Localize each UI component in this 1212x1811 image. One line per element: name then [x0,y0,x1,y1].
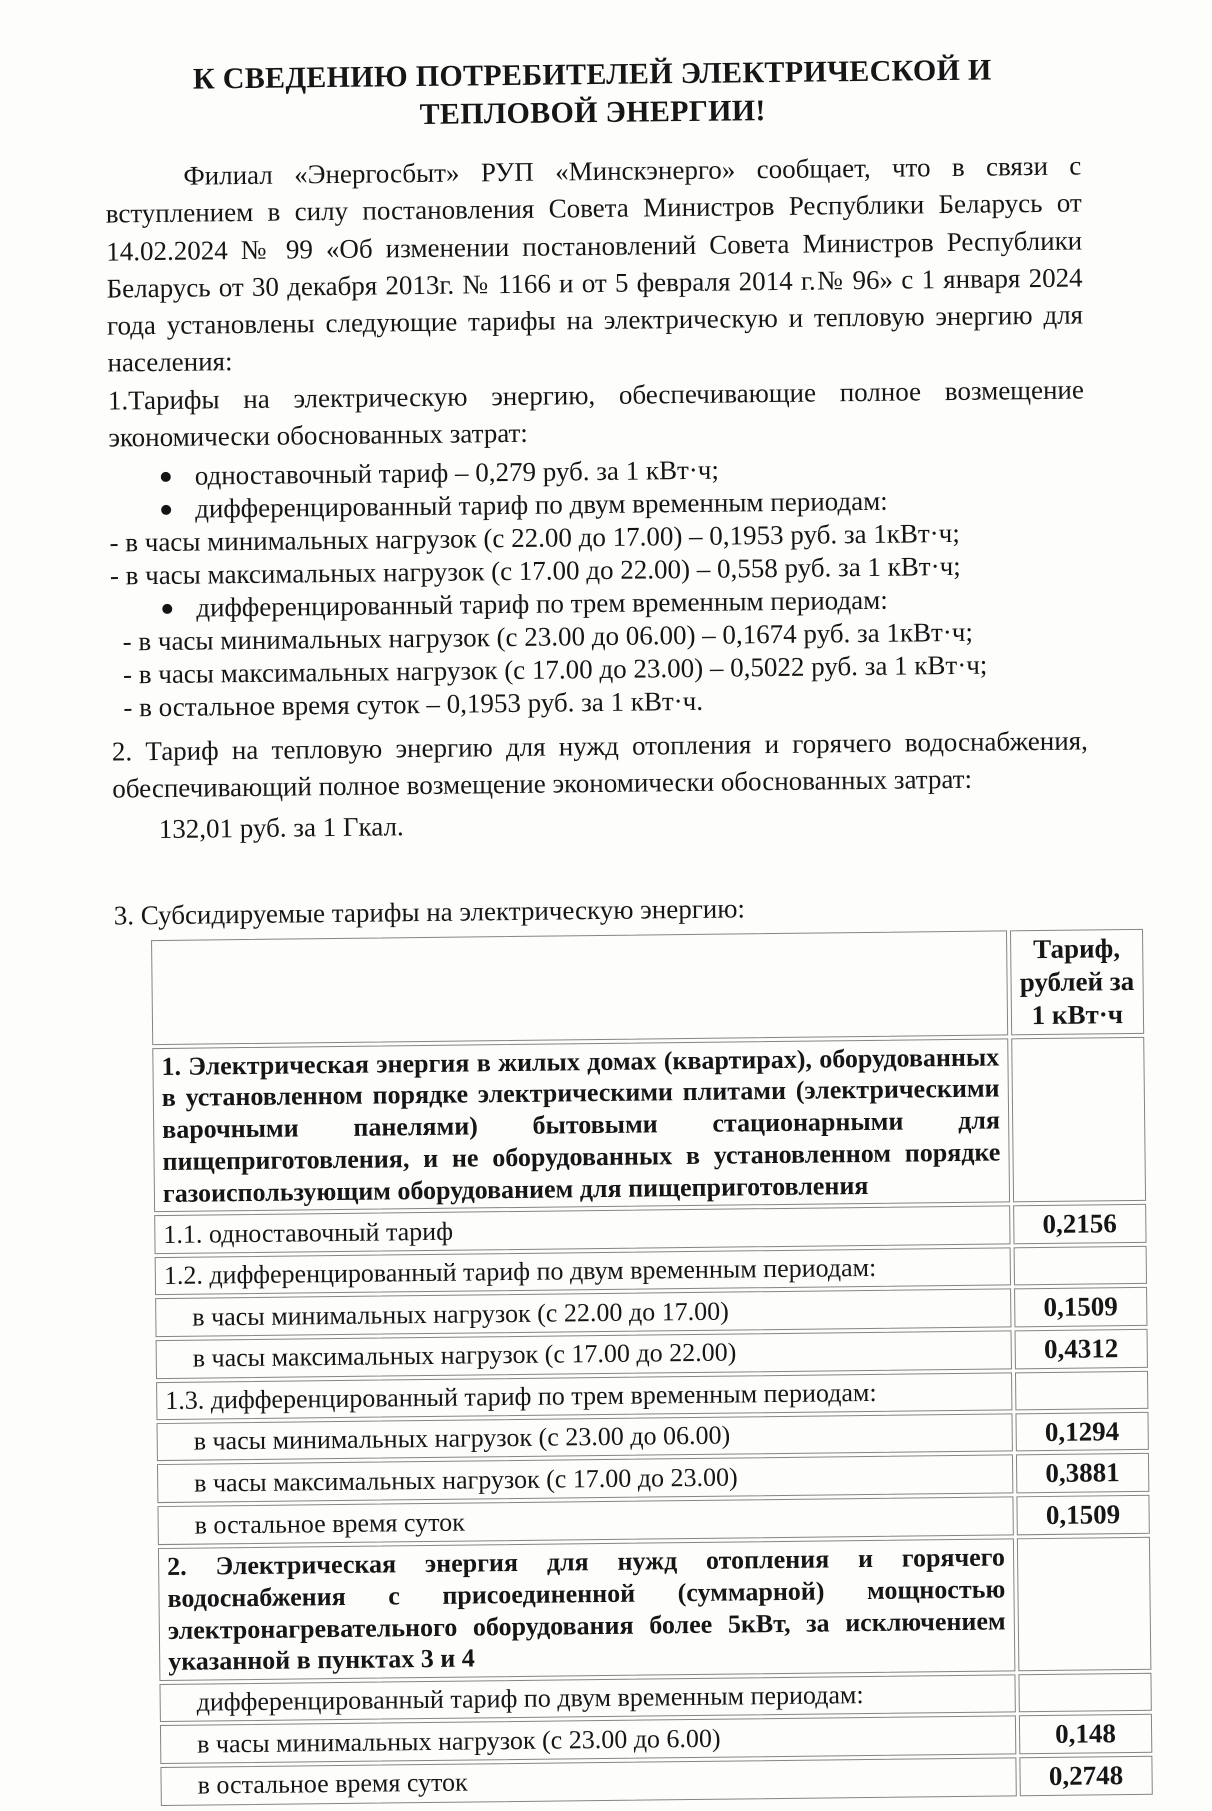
row-value: 0,148 [1019,1714,1153,1754]
row-value: 0,1294 [1015,1411,1149,1451]
row-value: 0,3881 [1016,1453,1150,1493]
row-value [1015,1371,1149,1410]
row-label: дифференцированный тариф по двум временным периодам: [159,1675,1015,1722]
row-label: в остальное время суток [157,1497,1013,1546]
table-header-row [151,929,1144,1045]
subsidized-tariffs-table [148,926,1156,1809]
row-value [1011,1037,1146,1203]
row-value: 0,1509 [1014,1287,1148,1327]
row-label: 1.2. дифференцированный тариф по двум временным периодам: [155,1248,1011,1295]
list-item-text: дифференцированный тариф по трем временным периодам: [196,584,888,623]
section1-heading: 1.Тарифы на электрическую энергию, обеспечивающие полное возмещение экономически обоснованных затрат: [107,373,1085,453]
row-label: 1. Электрическая энергия в жилых домах (квартирах), оборудованных в установленном порядке электрическими плитами (электрическими варочными панелями) бытовыми стационарными для пищеприготовления, и не оборудованных в установленном порядке газоиспользующим оборудованием для пищеприготовления [152,1038,1010,1212]
list-item-text: одноставочный тариф – 0,279 руб. за 1 кВт·ч; [194,454,720,491]
table-header-tariff-cell: Тариф, рублей за 1 кВт·ч [1010,929,1144,1035]
heat-tariff-value: 132,01 руб. за 1 Гкал. [158,810,404,844]
row-label: 1.1. одноставочный тариф [154,1206,1010,1255]
table-row [152,1037,1146,1213]
bullet-icon [161,472,171,482]
row-label: в часы максимальных нагрузок (с 17.00 до 22.00) [156,1330,1012,1379]
row-label: в часы максимальных нагрузок (с 17.00 до 23.00) [157,1455,1013,1504]
table-row [160,1756,1152,1806]
row-value: 0,4312 [1014,1329,1148,1369]
list-item-text: - в часы минимальных нагрузок (с 22.00 до 17.00) – 0,1953 руб. за 1кВт·ч; [109,517,960,558]
row-label: 2. Электрическая энергия для нужд отопления и горячего водоснабжения с присоединенной (суммарной) мощностью электронагревательного оборудования более 5кВт, за исключением указанной в пунктах 3 и 4 [158,1539,1015,1682]
table-row [158,1537,1151,1681]
row-value: 0,1509 [1016,1495,1150,1535]
row-label: в часы минимальных нагрузок (с 23.00 до 6.00) [160,1715,1016,1764]
bullet-icon [161,505,171,515]
row-value [1013,1246,1147,1285]
row-label: в часы минимальных нагрузок (с 22.00 до 17.00) [155,1288,1011,1337]
list-item-text: - в остальное время суток – 0,1953 руб. за 1 кВт·ч. [123,685,704,723]
row-label: в остальное время суток [160,1757,1016,1806]
section2-paragraph: 2. Тариф на тепловую энергию для нужд отопления и горячего водоснабжения, обеспечивающий полное возмещение экономически обоснованных затрат: [111,725,1089,804]
row-label: 1.3. дифференцированный тариф по трем временным периодам: [156,1372,1012,1419]
bullet-icon [162,604,172,614]
list-item-text: - в часы минимальных нагрузок (с 23.00 до 06.00) – 0,1674 руб. за 1кВт·ч; [122,616,974,657]
row-label: в часы минимальных нагрузок (с 23.00 до 06.00) [157,1413,1013,1462]
page-title: К СВЕДЕНИЮ ПОТРЕБИТЕЛЕЙ ЭЛЕКТРИЧЕСКОЙ И ТЕПЛОВОЙ ЭНЕРГИИ! [192,53,992,131]
list-item-text: - в часы максимальных нагрузок (с 17.00 до 23.00) – 0,5022 руб. за 1 кВт·ч; [122,649,988,690]
electric-tariff-list [109,449,1088,723]
row-value: 0,2156 [1013,1204,1147,1244]
row-value [1017,1537,1152,1671]
section3-heading: 3. Субсидируемые тарифы на электрическую энергию: [113,893,746,931]
table-header-empty-cell [151,930,1008,1045]
row-value [1018,1673,1152,1712]
list-item-text: дифференцированный тариф по двум временным периодам: [194,485,888,524]
intro-paragraph: Филиал «Энергосбыт» РУП «Минскэнерго» сообщает, что в связи с вступлением в силу постановления Совета Министров Республики Беларусь от 14.02.2024 № 99 «Об изменении постановлений Совета Министров Республики Беларусь от 30 декабря 2013г. № 1166 и от 5 февраля 2014 г.№ 96» с 1 января 2024 года установлены следующие тарифы на электрическую и тепловую энергию для населения: [105,150,1084,378]
row-value: 0,2748 [1019,1756,1153,1796]
list-item-text: - в часы максимальных нагрузок (с 17.00 до 22.00) – 0,558 руб. за 1 кВт·ч; [109,550,961,591]
